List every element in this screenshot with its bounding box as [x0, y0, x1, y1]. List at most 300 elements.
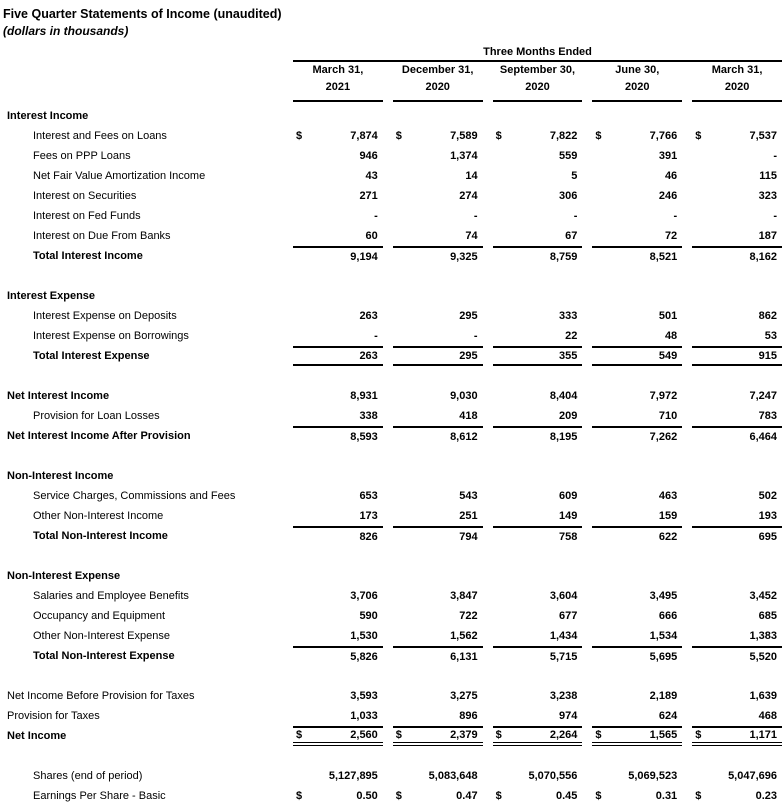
row-label: Salaries and Employee Benefits	[33, 590, 189, 602]
value-cell	[592, 166, 682, 186]
value-cell	[692, 166, 782, 186]
cell-value: 794	[459, 531, 478, 543]
group-header-spacer	[3, 46, 283, 62]
cell-value: 1,530	[350, 630, 378, 642]
cell-value: 193	[758, 510, 777, 522]
cell-value: 187	[758, 230, 777, 242]
value-cell	[493, 726, 583, 746]
value-cell	[293, 386, 383, 406]
value-cell	[493, 386, 583, 406]
cell-value: 3,495	[649, 590, 678, 602]
value-cell	[493, 506, 583, 526]
value-cell	[493, 226, 583, 246]
cell-value: 9,194	[350, 251, 378, 263]
row-label: Net Fair Value Amortization Income	[33, 170, 206, 182]
row-total-interest-income	[3, 246, 782, 266]
cell-value: 7,262	[649, 431, 678, 443]
value-cell	[592, 246, 682, 266]
cell-value: 653	[359, 490, 378, 502]
value-cell	[592, 326, 682, 346]
cell-value: 559	[559, 150, 578, 162]
cell-value: 468	[758, 710, 777, 722]
value-cell	[393, 166, 483, 186]
row-shares-end-of-period	[3, 766, 782, 786]
cell-value: 5,695	[649, 651, 678, 663]
cell-value: 14	[465, 170, 478, 182]
value-cell	[293, 186, 383, 206]
cell-value: 271	[359, 190, 378, 202]
currency-symbol: $	[395, 729, 402, 741]
cell-value: 418	[459, 410, 478, 422]
row-label: Service Charges, Commissions and Fees	[33, 490, 236, 502]
value-cell	[293, 506, 383, 526]
column-header-year: 2020	[625, 81, 650, 93]
cell-value: 3,604	[549, 590, 578, 602]
value-cell	[493, 346, 583, 366]
cell-value: 677	[559, 610, 578, 622]
value-cell	[393, 786, 483, 805]
column-group-header-row	[3, 46, 782, 62]
value-cell	[692, 786, 782, 805]
cell-value: 1,565	[649, 729, 678, 741]
row-net-fair-value-amortization-income	[3, 166, 782, 186]
value-cell	[393, 246, 483, 266]
cell-value: 274	[459, 190, 478, 202]
cell-value: 263	[359, 350, 378, 362]
cell-value: 115	[759, 170, 777, 182]
currency-symbol: $	[495, 790, 502, 802]
cell-value: 323	[758, 190, 777, 202]
cell-value: 6,131	[450, 651, 478, 663]
cell-value: 8,162	[749, 251, 777, 263]
value-cell	[393, 486, 483, 506]
row-label: Interest and Fees on Loans	[33, 130, 167, 142]
currency-symbol: $	[595, 729, 602, 741]
cell-value: 0.47	[456, 790, 478, 802]
value-cell	[493, 786, 583, 805]
cell-value: 7,766	[649, 130, 678, 142]
cell-value: 946	[359, 150, 378, 162]
value-cell	[592, 506, 682, 526]
cell-value: 53	[764, 330, 777, 342]
currency-symbol: $	[595, 130, 602, 142]
value-cell	[293, 306, 383, 326]
row-interest-income	[3, 106, 782, 126]
value-cell	[493, 426, 583, 446]
value-cell	[493, 146, 583, 166]
row-label: Other Non-Interest Income	[33, 510, 164, 522]
cell-value: 67	[565, 230, 578, 242]
cell-value: 2,264	[549, 729, 578, 741]
row-label: Total Interest Income	[33, 250, 143, 262]
row-label	[3, 746, 283, 766]
value-cell	[692, 606, 782, 626]
value-cell	[293, 526, 383, 546]
currency-symbol: $	[395, 790, 402, 802]
currency-symbol: $	[296, 130, 303, 142]
value-cell	[393, 426, 483, 446]
value-cell	[393, 126, 483, 146]
row-label: Interest on Due From Banks	[33, 230, 171, 242]
row-label: Earnings Per Share - Basic	[33, 790, 166, 802]
row-label: Interest Expense on Deposits	[33, 310, 177, 322]
value-cell	[493, 186, 583, 206]
cell-value: 5,520	[749, 651, 777, 663]
cell-value: -	[773, 210, 777, 222]
currency-symbol: $	[296, 790, 303, 802]
value-cell	[692, 646, 782, 666]
cell-value: 896	[459, 710, 478, 722]
cell-value: 463	[658, 490, 678, 502]
row-label	[3, 446, 283, 466]
value-cell	[393, 706, 483, 726]
value-cell	[293, 406, 383, 426]
row-label: Provision for Taxes	[7, 710, 100, 722]
value-cell	[592, 306, 682, 326]
cell-value: -	[473, 330, 478, 342]
row-label: Non-Interest Income	[7, 470, 114, 482]
row-label: Total Non-Interest Expense	[33, 650, 175, 662]
cell-value: 246	[658, 190, 678, 202]
row-salaries-and-employee-benefits	[3, 586, 782, 606]
value-cell	[692, 386, 782, 406]
cell-value: 8,759	[549, 251, 578, 263]
column-header-5	[692, 62, 782, 102]
cell-value: 3,593	[350, 690, 378, 702]
row-label: Interest Expense on Borrowings	[33, 330, 189, 342]
value-cell	[293, 206, 383, 226]
cell-value: 8,521	[649, 251, 678, 263]
currency-symbol: $	[395, 130, 402, 142]
value-cell	[692, 526, 782, 546]
cell-value: 48	[664, 330, 678, 342]
cell-value: 2,560	[350, 729, 378, 741]
row-label: Provision for Loan Losses	[33, 410, 160, 422]
value-cell	[293, 146, 383, 166]
cell-value: 5,069,523	[628, 770, 678, 782]
row-other-non-interest-expense	[3, 626, 782, 646]
cell-value: 338	[359, 410, 378, 422]
value-cell	[493, 326, 583, 346]
row-provision-for-taxes	[3, 706, 782, 726]
value-cell	[293, 126, 383, 146]
cell-value: -	[473, 210, 478, 222]
row-label: Shares (end of period)	[33, 770, 143, 782]
column-header-3	[493, 62, 583, 102]
value-cell	[692, 766, 782, 786]
value-cell	[393, 306, 483, 326]
cell-value: 1,639	[749, 690, 777, 702]
value-cell	[592, 486, 682, 506]
cell-value: 8,931	[350, 390, 378, 402]
spacer-row	[3, 446, 782, 466]
value-cell	[592, 206, 682, 226]
cell-value: 209	[559, 410, 578, 422]
cell-value: 609	[559, 490, 578, 502]
row-label: Total Interest Expense	[33, 350, 150, 362]
value-cell	[293, 786, 383, 805]
cell-value: 622	[658, 531, 678, 543]
cell-value: 6,464	[749, 431, 777, 443]
cell-value: 3,847	[450, 590, 478, 602]
cell-value: 43	[365, 170, 378, 182]
row-non-interest-income	[3, 466, 782, 486]
value-cell	[692, 326, 782, 346]
page-title: Five Quarter Statements of Income (unaudited)	[3, 7, 282, 21]
cell-value: 263	[359, 310, 378, 322]
cell-value: 5,127,895	[328, 770, 378, 782]
value-cell	[493, 126, 583, 146]
column-header-year: 2020	[525, 81, 550, 93]
column-header-year: 2020	[724, 81, 750, 93]
column-header-4	[592, 62, 682, 102]
column-headers-row	[3, 62, 782, 102]
cell-value: -	[374, 330, 378, 342]
cell-value: 1,171	[749, 729, 777, 741]
cell-value: 1,562	[450, 630, 478, 642]
spacer-row	[3, 366, 782, 386]
value-cell	[493, 246, 583, 266]
value-cell	[692, 706, 782, 726]
row-label: Other Non-Interest Expense	[33, 630, 170, 642]
value-cell	[493, 406, 583, 426]
column-header-year: 2021	[325, 81, 351, 93]
cell-value: 8,593	[350, 431, 378, 443]
currency-symbol: $	[296, 729, 303, 741]
row-fees-on-ppp-loans	[3, 146, 782, 166]
row-interest-on-securities	[3, 186, 782, 206]
cell-value: 7,589	[450, 130, 478, 142]
cell-value: 173	[359, 510, 378, 522]
value-cell	[592, 706, 682, 726]
row-occupancy-and-equipment	[3, 606, 782, 626]
value-cell	[293, 246, 383, 266]
value-cell	[692, 426, 782, 446]
value-cell	[493, 686, 583, 706]
value-cell	[692, 246, 782, 266]
cell-value: 3,275	[450, 690, 478, 702]
row-interest-expense	[3, 286, 782, 306]
row-label: Fees on PPP Loans	[33, 150, 131, 162]
value-cell	[493, 526, 583, 546]
value-cell	[592, 626, 682, 646]
value-cell	[592, 186, 682, 206]
value-cell	[293, 226, 383, 246]
spacer-row	[3, 666, 782, 686]
cell-value: 7,537	[749, 130, 777, 142]
cell-value: 295	[459, 350, 478, 362]
value-cell	[393, 766, 483, 786]
value-cell	[293, 726, 383, 746]
cell-value: 915	[758, 350, 777, 362]
currency-symbol: $	[595, 790, 602, 802]
value-cell	[692, 346, 782, 366]
cell-value: 3,238	[549, 690, 578, 702]
value-cell	[592, 226, 682, 246]
row-total-non-interest-expense	[3, 646, 782, 666]
value-cell	[293, 686, 383, 706]
value-cell	[692, 486, 782, 506]
column-group-header: Three Months Ended	[293, 46, 782, 62]
row-interest-on-fed-funds	[3, 206, 782, 226]
cell-value: 1,383	[749, 630, 777, 642]
cell-value: 974	[559, 710, 578, 722]
row-label: Occupancy and Equipment	[33, 610, 166, 622]
cell-value: 783	[758, 410, 777, 422]
cell-value: 8,195	[549, 431, 578, 443]
spacer-row	[3, 266, 782, 286]
row-label: Interest on Securities	[33, 190, 137, 202]
cell-value: 1,434	[549, 630, 578, 642]
cell-value: 333	[559, 310, 578, 322]
value-cell	[393, 386, 483, 406]
value-cell	[692, 306, 782, 326]
cell-value: 501	[658, 310, 678, 322]
cell-value: 355	[559, 350, 578, 362]
cell-value: 251	[459, 510, 478, 522]
row-interest-on-due-from-banks	[3, 226, 782, 246]
cell-value: 710	[658, 410, 678, 422]
value-cell	[293, 486, 383, 506]
value-cell	[393, 726, 483, 746]
row-earnings-per-share-basic	[3, 786, 782, 805]
value-cell	[293, 166, 383, 186]
cell-value: 5,715	[549, 651, 578, 663]
currency-symbol: $	[495, 130, 502, 142]
cell-value: 149	[559, 510, 578, 522]
cell-value: 8,404	[549, 390, 578, 402]
value-cell	[592, 646, 682, 666]
cell-value: 0.50	[356, 790, 378, 802]
cell-value: 72	[664, 230, 678, 242]
cell-value: 666	[658, 610, 678, 622]
value-cell	[692, 686, 782, 706]
value-cell	[293, 326, 383, 346]
value-cell	[692, 126, 782, 146]
row-service-charges-commissions-and-fees	[3, 486, 782, 506]
value-cell	[692, 206, 782, 226]
row-label	[3, 266, 283, 286]
column-header-1	[293, 62, 383, 102]
cell-value: 2,189	[649, 690, 678, 702]
value-cell	[592, 386, 682, 406]
column-header-date: December 31,	[401, 64, 474, 76]
column-header-2	[393, 62, 483, 102]
value-cell	[592, 586, 682, 606]
value-cell	[692, 226, 782, 246]
value-cell	[592, 406, 682, 426]
cell-value: 549	[658, 350, 678, 362]
value-cell	[592, 146, 682, 166]
statement-body	[3, 106, 782, 805]
date-header-spacer	[3, 62, 283, 102]
value-cell	[393, 406, 483, 426]
row-label: Interest Income	[7, 110, 89, 122]
cell-value: 624	[658, 710, 678, 722]
cell-value: 7,822	[549, 130, 578, 142]
cell-value: 5,083,648	[428, 770, 478, 782]
cell-value: 5,047,696	[728, 770, 777, 782]
value-cell	[592, 686, 682, 706]
row-label: Interest on Fed Funds	[33, 210, 141, 222]
value-cell	[493, 766, 583, 786]
cell-value: 0.23	[755, 790, 777, 802]
cell-value: -	[773, 150, 777, 162]
value-cell	[592, 126, 682, 146]
value-cell	[493, 646, 583, 666]
value-cell	[592, 786, 682, 805]
cell-value: 391	[658, 150, 678, 162]
cell-value: 2,379	[450, 729, 478, 741]
cell-value: 3,706	[350, 590, 378, 602]
value-cell	[493, 206, 583, 226]
row-non-interest-expense	[3, 566, 782, 586]
value-cell	[493, 486, 583, 506]
page-subtitle: (dollars in thousands)	[3, 24, 129, 38]
value-cell	[393, 586, 483, 606]
currency-symbol: $	[695, 130, 702, 142]
cell-value: 74	[465, 230, 478, 242]
value-cell	[393, 606, 483, 626]
cell-value: 543	[459, 490, 478, 502]
row-interest-expense-on-borrowings	[3, 326, 782, 346]
spacer-row	[3, 546, 782, 566]
value-cell	[592, 766, 682, 786]
cell-value: -	[573, 210, 578, 222]
row-net-income-before-provision-for-taxes	[3, 686, 782, 706]
value-cell	[393, 226, 483, 246]
value-cell	[692, 406, 782, 426]
value-cell	[493, 306, 583, 326]
row-label: Net Interest Income After Provision	[7, 430, 191, 442]
value-cell	[393, 206, 483, 226]
value-cell	[393, 626, 483, 646]
cell-value: 9,325	[450, 251, 478, 263]
value-cell	[493, 606, 583, 626]
cell-value: 1,033	[350, 710, 378, 722]
cell-value: 685	[758, 610, 777, 622]
value-cell	[393, 346, 483, 366]
row-provision-for-loan-losses	[3, 406, 782, 426]
value-cell	[692, 626, 782, 646]
value-cell	[293, 626, 383, 646]
row-net-interest-income-after-provision	[3, 426, 782, 446]
column-header-date: March 31,	[711, 64, 763, 76]
cell-value: 60	[365, 230, 378, 242]
cell-value: 8,612	[450, 431, 478, 443]
cell-value: 5	[571, 170, 578, 182]
row-net-interest-income	[3, 386, 782, 406]
row-total-non-interest-income	[3, 526, 782, 546]
column-header-date: June 30,	[615, 64, 660, 76]
value-cell	[293, 766, 383, 786]
row-label: Total Non-Interest Income	[33, 530, 168, 542]
value-cell	[592, 346, 682, 366]
cell-value: 5,070,556	[528, 770, 578, 782]
value-cell	[493, 706, 583, 726]
value-cell	[393, 646, 483, 666]
cell-value: 826	[359, 531, 378, 543]
value-cell	[493, 626, 583, 646]
value-cell	[393, 506, 483, 526]
column-header-date: September 30,	[499, 64, 576, 76]
value-cell	[393, 186, 483, 206]
value-cell	[393, 146, 483, 166]
row-interest-and-fees-on-loans	[3, 126, 782, 146]
row-net-income	[3, 726, 782, 746]
cell-value: 159	[658, 510, 678, 522]
value-cell	[293, 586, 383, 606]
